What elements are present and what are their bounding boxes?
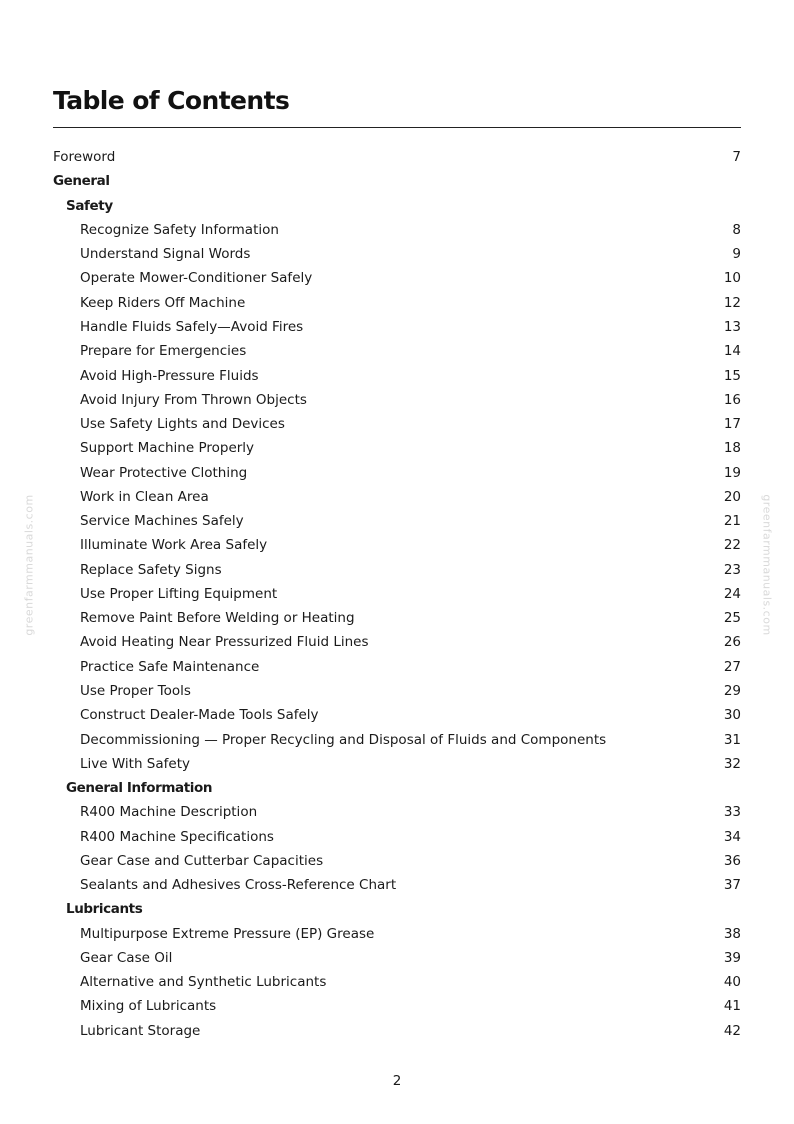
toc-entry[interactable] [53,752,741,776]
toc-section-heading [53,169,741,193]
page-title: Table of Contents [53,86,290,115]
toc-entry-page-number: 41 [723,998,741,1015]
toc-entry-page-number: 31 [723,731,741,748]
toc-entry-label: Gear Case Oil [80,949,173,966]
toc-entry[interactable] [53,218,741,242]
toc-entry[interactable] [53,460,741,484]
toc-entry-page-number: 7 [732,149,741,166]
toc-entry-label: Live With Safety [80,755,190,772]
toc-entry-label: Lubricant Storage [80,1022,201,1039]
toc-entry-page-number: 32 [723,755,741,772]
toc-entry-label: Avoid Injury From Thrown Objects [80,391,307,408]
toc-entry-label: Foreword [53,149,116,166]
toc-entry-page-number: 42 [723,1022,741,1039]
toc-entry[interactable] [53,509,741,533]
toc-entry-label: R400 Machine Description [80,804,258,821]
toc-entry-page-number: 9 [732,246,741,263]
toc-entry[interactable] [53,533,741,557]
toc-entry-label: Sealants and Adhesives Cross-Reference Chart [80,877,397,894]
toc-entry-label: Recognize Safety Information [80,221,279,238]
toc-entry-label: Prepare for Emergencies [80,343,247,360]
toc-entry-page-number: 13 [723,318,741,335]
toc-entry-page-number: 21 [723,513,741,530]
toc-entry-page-number: 34 [723,828,741,845]
toc-entry[interactable] [53,145,741,169]
toc-entry[interactable] [53,703,741,727]
toc-entry-page-number: 12 [723,294,741,311]
toc-entry-label: Practice Safe Maintenance [80,658,260,675]
toc-entry[interactable] [53,315,741,339]
toc-entry-label: R400 Machine Specifications [80,828,274,845]
toc-entry[interactable] [53,388,741,412]
toc-entry-page-number: 26 [723,634,741,651]
toc-entry-label: Avoid Heating Near Pressurized Fluid Lines [80,634,369,651]
toc-entry-label: General [53,173,110,190]
toc-entry-page-number: 20 [723,488,741,505]
toc-entry[interactable] [53,727,741,751]
title-divider [53,127,741,128]
toc-entry-label: Work in Clean Area [80,488,209,505]
toc-entry[interactable] [53,824,741,848]
toc-entry[interactable] [53,873,741,897]
toc-entry[interactable] [53,582,741,606]
toc-entry[interactable] [53,679,741,703]
toc-entry-page-number: 22 [723,537,741,554]
toc-entry[interactable] [53,412,741,436]
toc-entry[interactable] [53,339,741,363]
toc-entry-label: Construct Dealer-Made Tools Safely [80,707,319,724]
toc-entry-label: Lubricants [66,901,143,918]
toc-entry-label: Use Proper Lifting Equipment [80,585,278,602]
toc-entry-label: Mixing of Lubricants [80,998,217,1015]
toc-entry-label: Multipurpose Extreme Pressure (EP) Grease [80,925,375,942]
toc-entry-page-number: 19 [723,464,741,481]
toc-entry-page-number: 30 [723,707,741,724]
toc-entry-page-number: 29 [723,682,741,699]
toc-entry[interactable] [53,970,741,994]
toc-entry-label: Understand Signal Words [80,246,251,263]
toc-entry-label: Support Machine Properly [80,440,255,457]
toc-entry[interactable] [53,291,741,315]
toc-entry-page-number: 10 [723,270,741,287]
table-of-contents [53,145,741,1043]
toc-entry-label: Illuminate Work Area Safely [80,537,268,554]
toc-entry-page-number: 23 [723,561,741,578]
toc-section-heading [53,897,741,921]
toc-entry[interactable] [53,363,741,387]
toc-entry[interactable] [53,946,741,970]
toc-entry-page-number: 38 [723,925,741,942]
toc-entry-label: General Information [66,780,213,797]
toc-entry-label: Gear Case and Cutterbar Capacities [80,852,324,869]
toc-entry[interactable] [53,1019,741,1043]
toc-entry-page-number: 27 [723,658,741,675]
toc-entry-label: Service Machines Safely [80,513,244,530]
toc-entry-page-number: 40 [723,974,741,991]
toc-entry[interactable] [53,849,741,873]
watermark-right: greenfarmmanuals.com [760,494,774,636]
toc-entry-page-number: 15 [723,367,741,384]
toc-entry-label: Avoid High-Pressure Fluids [80,367,259,384]
toc-entry[interactable] [53,266,741,290]
toc-entry-page-number: 16 [723,391,741,408]
toc-entry-page-number: 33 [723,804,741,821]
toc-entry-page-number: 14 [723,343,741,360]
toc-entry[interactable] [53,606,741,630]
toc-entry-label: Alternative and Synthetic Lubricants [80,974,327,991]
footer-page-number: 2 [392,1073,402,1089]
toc-entry[interactable] [53,630,741,654]
toc-entry-page-number: 37 [723,877,741,894]
toc-entry-label: Use Safety Lights and Devices [80,416,285,433]
toc-entry-label: Keep Riders Off Machine [80,294,246,311]
toc-entry-page-number: 17 [723,416,741,433]
toc-entry[interactable] [53,485,741,509]
toc-entry[interactable] [53,994,741,1018]
toc-entry-label: Handle Fluids Safely—Avoid Fires [80,318,304,335]
toc-entry-label: Operate Mower-Conditioner Safely [80,270,313,287]
toc-entry-page-number: 36 [723,852,741,869]
toc-entry-page-number: 24 [723,585,741,602]
toc-entry[interactable] [53,242,741,266]
toc-entry[interactable] [53,436,741,460]
toc-entry-label: Decommissioning — Proper Recycling and Disposal of Fluids and Components [80,731,607,748]
watermark-left: greenfarmmanuals.com [22,494,36,636]
toc-entry-page-number: 8 [732,221,741,238]
toc-entry[interactable] [53,922,741,946]
toc-entry-label: Replace Safety Signs [80,561,222,578]
toc-entry-label: Use Proper Tools [80,682,191,699]
toc-entry-page-number: 25 [723,610,741,627]
toc-section-heading [53,194,741,218]
toc-entry[interactable] [53,558,741,582]
toc-entry-label: Safety [66,197,113,214]
toc-entry[interactable] [53,800,741,824]
toc-entry-label: Wear Protective Clothing [80,464,248,481]
toc-entry-page-number: 39 [723,949,741,966]
toc-entry[interactable] [53,655,741,679]
toc-entry-label: Remove Paint Before Welding or Heating [80,610,355,627]
toc-entry-page-number: 18 [723,440,741,457]
toc-section-heading [53,776,741,800]
